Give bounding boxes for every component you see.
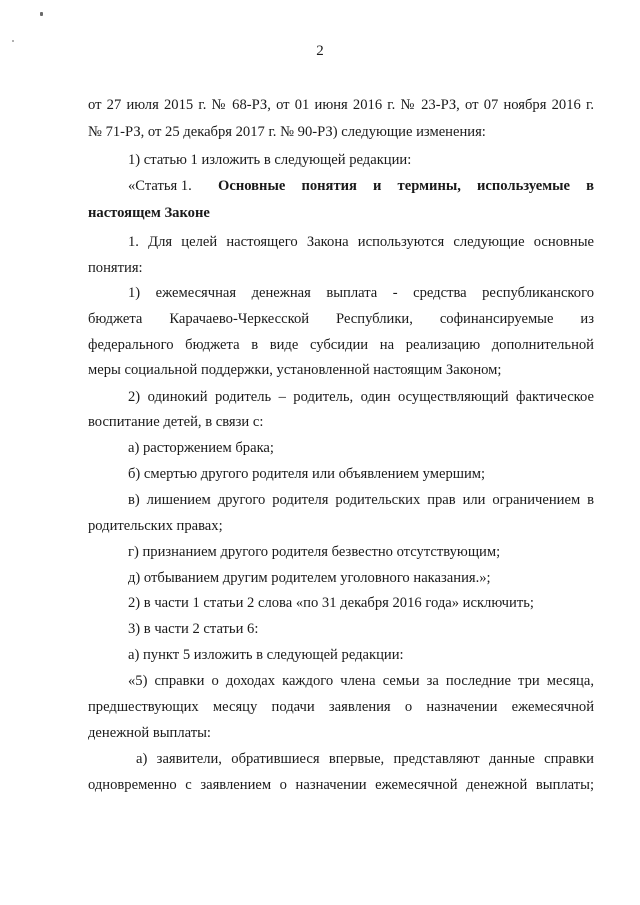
text-line: № 71-РЗ, от 25 декабря 2017 г. № 90-РЗ) следующие изменения: (88, 124, 486, 140)
text-line: «5) справки о доходах каждого члена семьи за последние три месяца, (128, 673, 594, 689)
page-number: 2 (316, 43, 324, 59)
text-line: 1) статью 1 изложить в следующей редакции: (128, 152, 412, 168)
text-line: предшествующих месяцу подачи заявления о назначении ежемесячной (88, 699, 594, 715)
text-line: от 27 июля 2015 г. № 68-РЗ, от 01 июня 2016 г. № 23-РЗ, от 07 ноября 2016 г. (88, 97, 594, 113)
text-line: 2) одинокий родитель – родитель, один осуществляющий фактическое (128, 389, 594, 405)
text-line: меры социальной поддержки, установленной настоящим Законом; (88, 362, 502, 378)
article-heading-title: Основные понятия и термины, используемые в (218, 178, 594, 194)
text-line: бюджета Карачаево-Черкесской Республики, софинансируемые из (88, 311, 594, 327)
text-line: родительских правах; (88, 518, 223, 534)
text-line: г) признанием другого родителя безвестно отсутствующим; (128, 544, 501, 560)
text-line: б) смертью другого родителя или объявлением умершим; (128, 466, 486, 482)
text-line: 2) в части 1 статьи 2 слова «по 31 декабря 2016 года» исключить; (128, 595, 534, 611)
text-line: 1. Для целей настоящего Закона используются следующие основные (128, 234, 594, 250)
text-line: воспитание детей, в связи с: (88, 414, 264, 430)
text-line: а) пункт 5 изложить в следующей редакции: (128, 647, 404, 663)
text-line: д) отбыванием другим родителем уголовного наказания.»; (128, 570, 491, 586)
text-line: 1) ежемесячная денежная выплата - средства республиканского (128, 285, 594, 301)
article-heading-title-cont: настоящем Законе (88, 205, 210, 221)
text-line: а) заявители, обратившиеся впервые, представляют данные справки (136, 751, 594, 767)
text-line: а) расторжением брака; (128, 440, 274, 456)
article-heading-label: «Статья 1. (128, 178, 192, 194)
text-line: в) лишением другого родителя родительских прав или ограничением в (128, 492, 594, 508)
text-line: 3) в части 2 статьи 6: (128, 621, 259, 637)
text-line: понятия: (88, 260, 143, 276)
text-line: федерального бюджета в виде субсидии на реализацию дополнительной (88, 337, 594, 353)
text-line: денежной выплаты: (88, 725, 211, 741)
text-line: одновременно с заявлением о назначении ежемесячной денежной выплаты; (88, 777, 594, 793)
